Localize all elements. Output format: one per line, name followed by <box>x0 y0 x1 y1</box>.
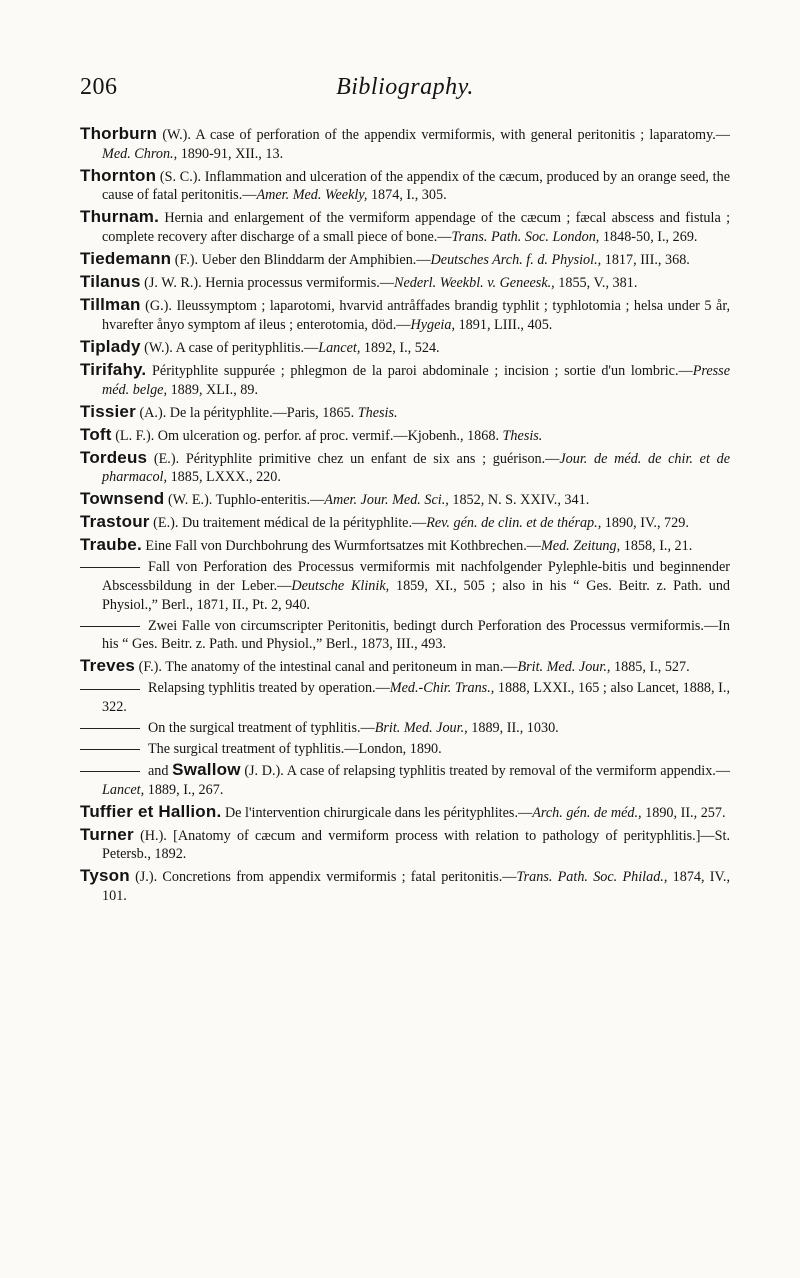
entry-author: Trastour <box>80 512 150 532</box>
bibliography-entry <box>80 250 730 270</box>
entry-source: Brit. Med. Jour., <box>374 720 468 737</box>
entry-text: The surgical treatment of typhlitis.—London, 1890. <box>148 741 442 758</box>
entry-initials: (J. D.). <box>244 763 284 780</box>
entry-text: Pérityphlite primitive chez un enfant de six ans ; guérison.— <box>185 450 560 467</box>
entry-tail: 1874, IV., 101. <box>102 869 731 905</box>
entry-source: Med.-Chir. Trans., <box>389 680 495 697</box>
ditto-dash <box>80 567 140 568</box>
bibliography-subentry <box>80 617 730 654</box>
entry-tail: 1890-91, XII., 13. <box>177 145 284 162</box>
entry-source: Jour. de méd. de chir. et de pharmacol, <box>102 450 730 486</box>
entry-source: Med. Chron., <box>102 145 178 162</box>
entry-initials: (J. W. R.). <box>144 275 202 292</box>
entry-source: Rev. gén. de clin. et de thérap., <box>426 515 602 532</box>
entry-initials: (E.). <box>153 515 179 532</box>
entry-text: Zwei Falle von circumscripter Peritonitis, bedingt durch Perforation des Processus vermiformis.—In his “ Ges. Beitr. z. Path. und Physiol.,” Berl., 1873, III., 493. <box>102 617 730 653</box>
entry-initials: (W. E.). <box>167 492 213 509</box>
entry-tail: 1817, III., 368. <box>601 252 690 269</box>
entry-source: Med. Zeitung, <box>540 538 621 555</box>
entry-initials: (J.). <box>135 869 158 886</box>
page-header <box>80 74 730 106</box>
entry-tail: 1848-50, I., 269. <box>599 229 698 246</box>
entry-source: Deutsches Arch. f. d. Physiol., <box>430 252 602 269</box>
entry-text: Tuphlo-enteritis.— <box>215 492 325 509</box>
entry-initials: (E.). <box>153 450 180 467</box>
running-title: Bibliography. <box>336 74 474 100</box>
entry-author: Tordeus <box>80 447 148 467</box>
entry-initials: (F.). <box>138 659 162 676</box>
entry-author: Tuffier et Hallion. <box>80 801 222 821</box>
entry-text: Fall von Perforation des Processus vermiformis mit nachfolgender Pylephle-bitis und beginnender Abscessbildung in der Leber.— <box>102 559 730 594</box>
entry-text: Du traitement médical de la pérityphlite.— <box>181 515 427 532</box>
entry-tail: 1892, I., 524. <box>360 339 440 356</box>
entry-text: Om ulceration og. perfor. af proc. vermif.—Kjobenh., 1868. <box>157 427 503 444</box>
bibliography-subentry <box>80 740 730 759</box>
bibliography-entry <box>80 490 730 510</box>
entry-tail: 1891, LIII., 405. <box>455 316 553 333</box>
entry-text: A case of relapsing typhlitis treated by removal of the vermiform appendix.— <box>286 763 731 780</box>
entry-source: Amer. Med. Weekly, <box>256 187 368 204</box>
bibliography-entry <box>80 803 730 823</box>
bibliography-entry <box>80 125 730 163</box>
entry-author: Townsend <box>80 489 165 509</box>
entry-text: De la pérityphlite.—Paris, 1865. <box>169 404 358 421</box>
entry-author: Thornton <box>80 165 157 185</box>
entry-source: Nederl. Weekbl. v. Geneesk., <box>393 275 555 292</box>
entry-source: Hygeia, <box>410 316 456 333</box>
entry-text: Hernia and enlargement of the vermiform appendage of the cæcum ; fæcal abscess and fistula ; complete recovery after discharge of a small piece of bone.— <box>102 210 731 246</box>
entry-text: Pérityphlite suppurée ; phlegmon de la paroi abdominale ; incision ; sortie d'un lombric.— <box>152 362 693 379</box>
entry-initials: (A.). <box>139 404 167 421</box>
entry-source: Presse méd. belge, <box>102 362 731 398</box>
entry-author: Tyson <box>80 866 130 886</box>
entry-tail: 1888, LXXI., 165 ; also Lancet, 1888, I., 322. <box>102 680 730 716</box>
entry-source: Thesis. <box>502 427 543 444</box>
entry-author: Tillman <box>80 295 141 315</box>
entry-author: Tissier <box>80 401 136 421</box>
entry-author: Thurnam. <box>80 207 160 227</box>
entry-tail: 1874, I., 305. <box>367 187 447 204</box>
ditto-dash <box>80 689 140 690</box>
entry-author: Tiedemann <box>80 249 172 269</box>
entry-text: Ileussymptom ; laparotomi, hvarvid antråffades brandig typhlit ; typhlotomia ; helsa under 5 år, hvarefter ånyo symptom af ileus ; enterotomia, död.— <box>102 298 731 333</box>
bibliography-entry <box>80 208 730 246</box>
entry-text: A case of perforation of the appendix vermiformis, with general peritonitis ; laparatomy.— <box>195 127 730 143</box>
entry-text: Eine Fall von Durchbohrung des Wurmfortsatzes mit Kothbrechen.— <box>145 538 541 555</box>
entry-author: Traube. <box>80 535 142 555</box>
entry-author: Tirifahy. <box>80 359 147 379</box>
entry-tail: 1890, II., 257. <box>641 804 726 821</box>
entry-tail: 1885, LXXX., 220. <box>167 469 281 486</box>
entry-source: Amer. Jour. Med. Sci., <box>324 492 449 509</box>
bibliography-entry <box>80 403 730 423</box>
entry-source: Lancet, <box>318 339 361 356</box>
entry-text: A case of perityphlitis.— <box>175 339 319 356</box>
entry-text: Relapsing typhlitis treated by operation.— <box>148 680 390 697</box>
bibliography-entry <box>80 449 730 487</box>
entry-author: Toft <box>80 424 112 444</box>
entry-source: Deutsche Klinik, <box>291 577 390 594</box>
bibliography-entry <box>80 273 730 293</box>
bibliography-entry <box>80 167 730 205</box>
entry-initials: (S. C.). <box>159 168 202 185</box>
bibliography-list <box>80 125 730 909</box>
entry-source: Arch. gén. de méd., <box>532 804 642 821</box>
bibliography-entry <box>80 426 730 446</box>
entry-initials: (G.). <box>145 298 172 315</box>
entry-text: On the surgical treatment of typhlitis.— <box>148 720 375 737</box>
bibliography-entry <box>80 296 730 334</box>
bibliography-subentry <box>80 558 730 614</box>
entry-tail: 1889, XLI., 89. <box>167 381 259 398</box>
page-number: 206 <box>80 74 118 100</box>
ditto-dash <box>80 749 140 750</box>
bibliography-entry <box>80 513 730 533</box>
bibliography-entry <box>80 867 730 905</box>
bibliography-entry <box>80 536 730 556</box>
bibliography-entry <box>80 338 730 358</box>
entry-tail: 1889, II., 1030. <box>467 720 559 737</box>
entry-initials: (W.). <box>162 127 191 143</box>
entry-tail: 1859, XI., 505 ; also in his “ Ges. Beitr. z. Path. und Physiol.,” Berl., 1871, II., Pt. 2, 940. <box>102 577 731 613</box>
ditto-dash <box>80 771 140 772</box>
entry-tail: 1852, N. S. XXIV., 341. <box>448 492 590 509</box>
entry-initials: (F.). <box>174 252 199 269</box>
entry-author: Tiplady <box>80 336 141 356</box>
entry-text: [Anatomy of cæcum and vermiform process with relation to pathology of perityphlitis.]—St. Petersb., 1892. <box>102 827 731 863</box>
entry-text: Concretions from appendix vermiformis ; fatal peritonitis.— <box>162 869 517 886</box>
ditto-dash <box>80 626 140 627</box>
entry-author: Turner <box>80 824 134 844</box>
ditto-dash <box>80 728 140 729</box>
entry-text: Inflammation and ulceration of the appendix of the cæcum, produced by an orange seed, the cause of fatal peritonitis.— <box>102 168 730 204</box>
entry-author: Tilanus <box>80 272 141 292</box>
bibliography-subentry <box>80 679 730 716</box>
entry-tail: 1858, I., 21. <box>620 538 693 555</box>
entry-author: Treves <box>80 656 136 676</box>
entry-source: Trans. Path. Soc. London, <box>451 229 600 246</box>
entry-initials: (H.). <box>140 827 167 844</box>
bibliography-entry <box>80 826 730 864</box>
entry-tail: 1890, IV., 729. <box>601 515 689 532</box>
entry-author: Thorburn <box>80 124 158 143</box>
bibliography-entry <box>80 657 730 677</box>
entry-author: Swallow <box>172 760 241 780</box>
entry-tail: 1885, I., 527. <box>610 659 690 676</box>
entry-source: Trans. Path. Soc. Philad., <box>516 869 668 886</box>
entry-tail: 1855, V., 381. <box>554 275 638 292</box>
bibliography-subentry <box>80 719 730 738</box>
entry-text: Hernia processus vermiformis.— <box>205 275 394 292</box>
entry-tail: 1889, I., 267. <box>144 781 224 798</box>
entry-text: Ueber den Blinddarm der Amphibien.— <box>201 252 431 269</box>
entry-initials: (L. F.). <box>115 427 155 444</box>
bibliography-subentry <box>80 761 730 799</box>
entry-source: Lancet, <box>102 781 145 798</box>
entry-initials: (W.). <box>144 339 173 356</box>
entry-source: Brit. Med. Jour., <box>517 659 611 676</box>
entry-prefix: and <box>148 763 173 780</box>
entry-text: De l'intervention chirurgicale dans les pérityphlites.— <box>224 804 533 821</box>
entry-text: The anatomy of the intestinal canal and peritoneum in man.— <box>165 659 518 676</box>
entry-source: Thesis. <box>357 404 398 421</box>
bibliography-entry <box>80 361 730 399</box>
